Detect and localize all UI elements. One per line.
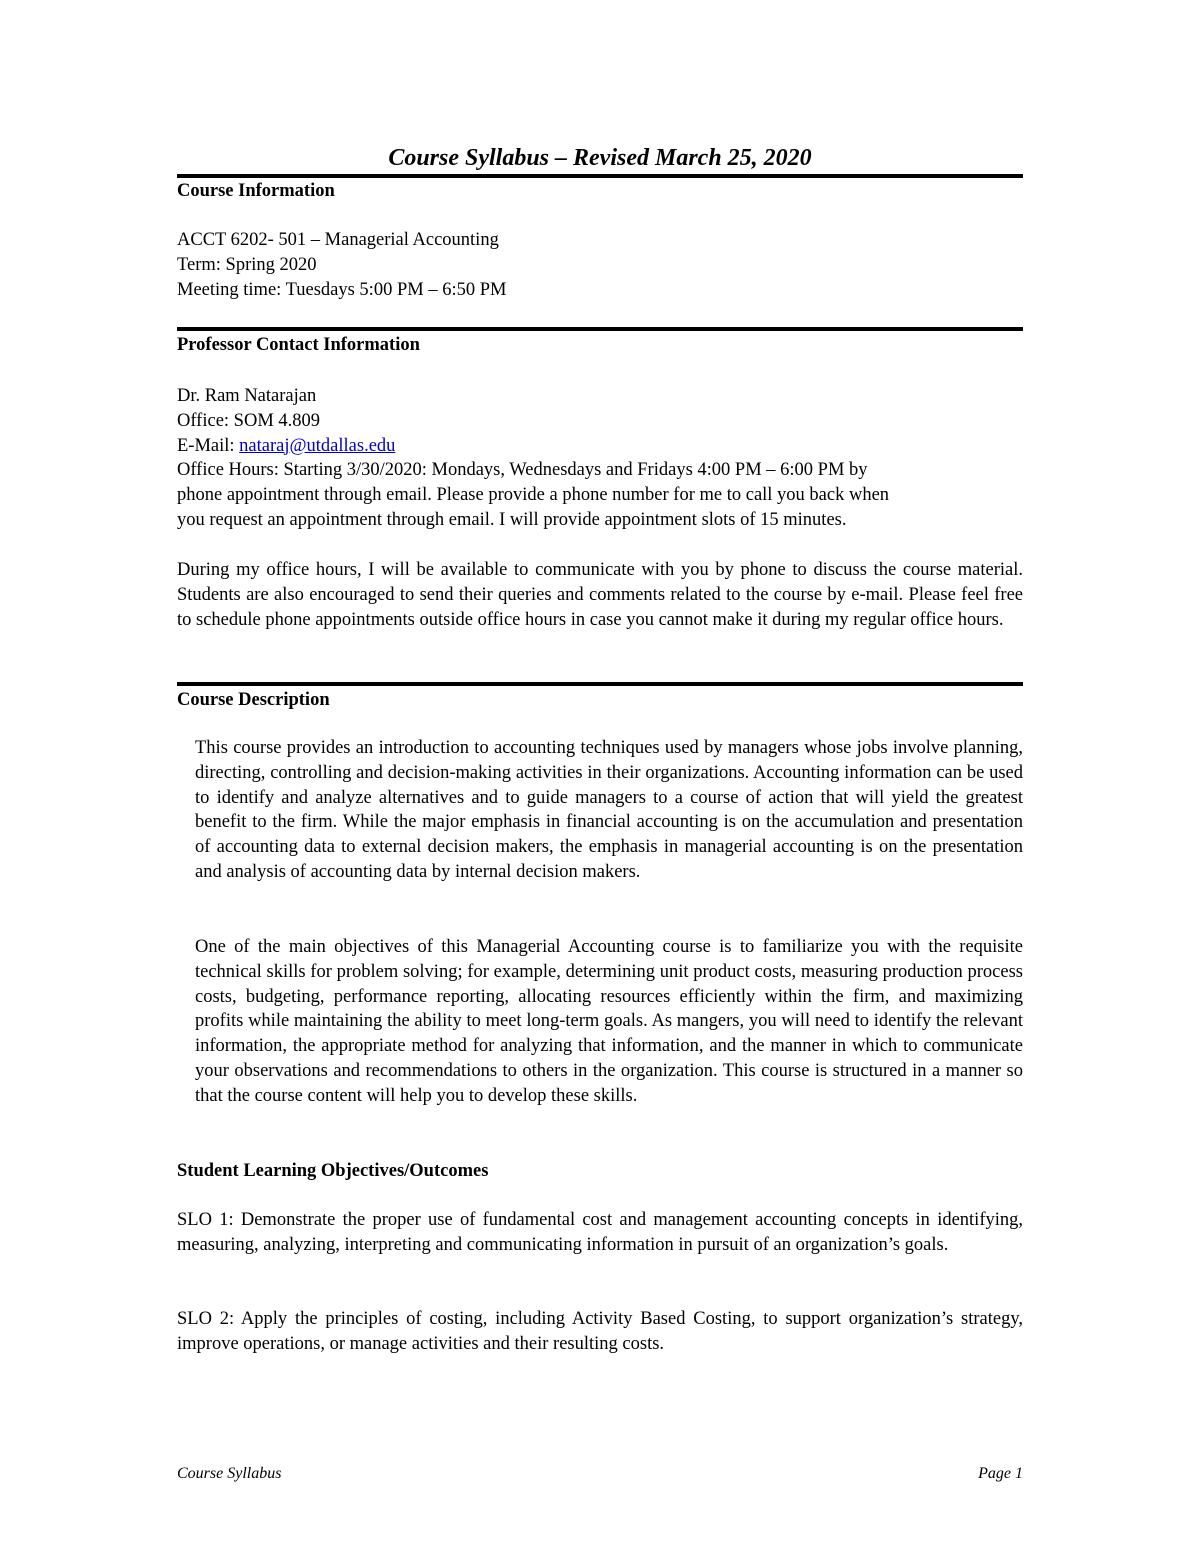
description-paragraph-2: One of the main objectives of this Managerial Accounting course is to familiarize you with the requisite technical skills for problem solving; for example, determining unit product costs, measuring production process costs, budgeting, performance reporting, allocating resources efficiently within the firm, and maximizing profits while maintaining the ability to meet long-term goals. As mangers, you will need to identify the relevant information, the appropriate method for analyzing that information, and the manner in which to communicate your observations and recommendations to others in the organization. This course is structured in a manner so that the course content will help you to develop these skills. <box>195 937 1023 1106</box>
professor-block <box>177 384 1023 533</box>
office-hours-line: you request an appointment through email. I will provide appointment slots of 15 minutes. <box>177 509 847 530</box>
course-info-block <box>177 228 1023 302</box>
title-rule <box>177 174 1023 178</box>
footer-title: Course Syllabus <box>177 1465 282 1482</box>
professor-name: Dr. Ram Natarajan <box>177 386 317 406</box>
description-paragraph-1: This course provides an introduction to accounting techniques used by managers whose jobs involve planning, directing, controlling and decision-making activities in their organizations. Accounting information can be used to identify and analyze alternatives and to guide managers to a course of action that will yield the greatest benefit to the firm. While the major emphasis in financial accounting is on the accumulation and presentation of accounting data to external decision makers, the emphasis in managerial accounting is on the presentation and analysis of accounting data by internal decision makers. <box>195 738 1023 882</box>
professor-email <box>177 434 1023 459</box>
email-link[interactable]: nataraj@utdallas.edu <box>239 435 396 456</box>
course-code: ACCT 6202- 501 – Managerial Accounting <box>177 230 499 250</box>
slo-1: SLO 1: Demonstrate the proper use of fundamental cost and management accounting concepts in identifying, measuring, analyzing, interpreting and communicating information in pursuit of an organization’s goals. <box>177 1210 1023 1255</box>
description-heading: Course Description <box>177 690 330 710</box>
footer-page-number: Page 1 <box>978 1465 1023 1482</box>
section-rule <box>177 682 1023 686</box>
course-term: Term: Spring 2020 <box>177 254 317 275</box>
email-label: E-Mail: <box>177 435 240 456</box>
professor-heading: Professor Contact Information <box>177 335 420 355</box>
office-hours-line: Office Hours: Starting 3/30/2020: Mondays, Wednesdays and Fridays 4:00 PM – 6:00 PM by <box>177 460 868 481</box>
document-title: Course Syllabus – Revised March 25, 2020 <box>388 145 812 171</box>
section-rule <box>177 327 1023 331</box>
objectives-heading: Student Learning Objectives/Outcomes <box>177 1161 489 1181</box>
availability-paragraph: During my office hours, I will be available to communicate with you by phone to discuss the course material. Students are also encouraged to send their queries and comments related to the course by e-mail. Please feel free to schedule phone appointments outside office hours in case you cannot make it during my regular office hours. <box>177 560 1023 630</box>
course-info-heading: Course Information <box>177 181 335 201</box>
slo-2: SLO 2: Apply the principles of costing, including Activity Based Costing, to support organization’s strategy, improve operations, or manage activities and their resulting costs. <box>177 1309 1023 1354</box>
office-hours-line: phone appointment through email. Please provide a phone number for me to call you back when <box>177 485 890 506</box>
meeting-time: Meeting time: Tuesdays 5:00 PM – 6:50 PM <box>177 279 507 300</box>
professor-office: Office: SOM 4.809 <box>177 410 321 431</box>
